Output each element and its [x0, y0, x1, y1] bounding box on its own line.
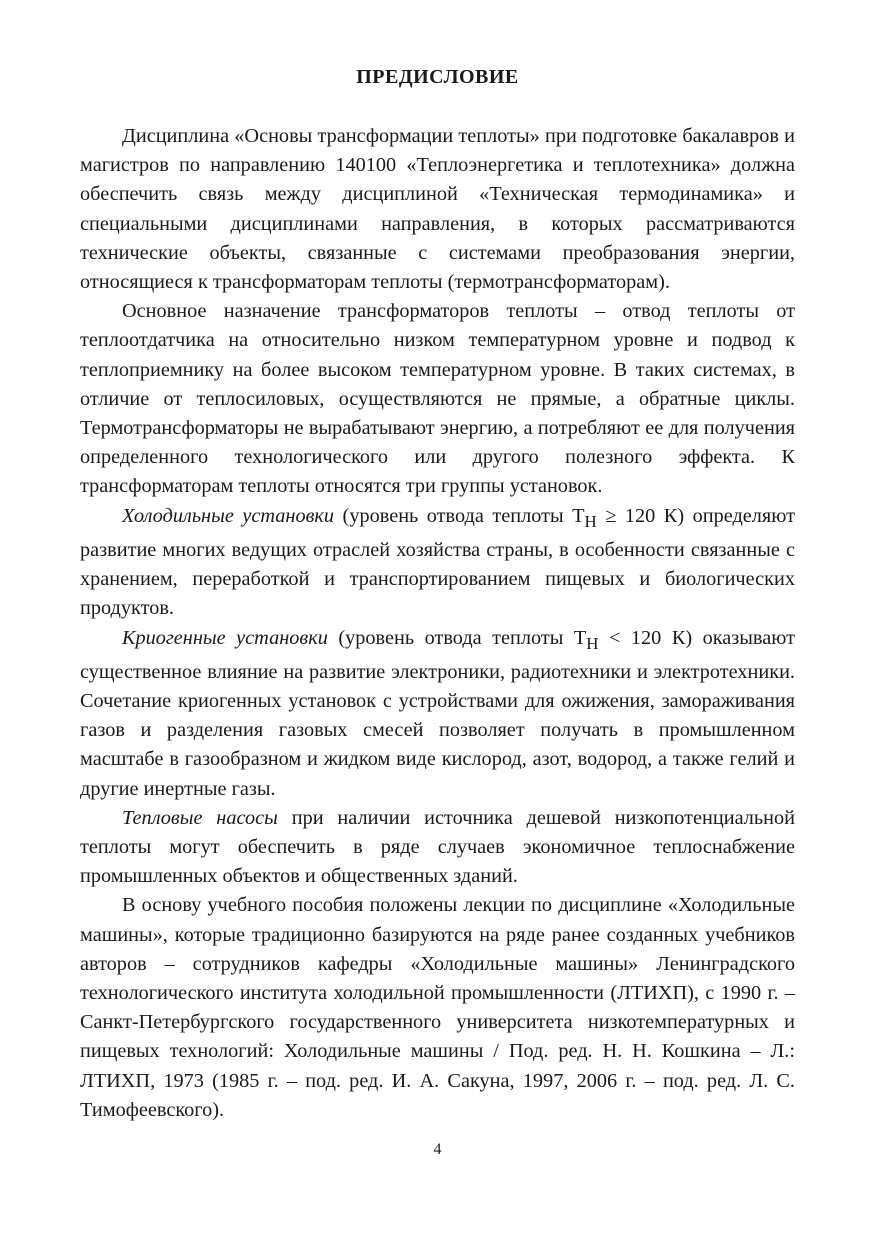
subscript-h: H [584, 511, 597, 531]
term-refrigeration-units: Холодильные установки [122, 504, 335, 527]
paragraph-textbook-basis: В основу учебного пособия положены лекции по дисциплине «Холодильные машины», которые традиционно базируются на ряде ранее созданных учебников авторов – сотрудников кафедры «Холодильные машины» Ленинградского технологического института холодильной промышленности (ЛТИХП), с 1990 г. – Санкт-Петербургского государственного университета низкотемпературных и пищевых технологий: Холодильные машины / Под. ред. Н. Н. Кошкина – Л.: ЛТИХП, 1973 (1985 г. – под. ред. И. А. Сакуна, 1997, 2006 г. – под. ред. Л. С. Тимофеевского). [80, 894, 795, 1121]
document-page [80, 62, 795, 1125]
term-heat-pumps: Тепловые насосы [122, 806, 278, 829]
paragraph-cryogenic-text-b: < 120 К) оказывают существенное влияние на развитие электроники, радиотехники и электротехники. Сочетание криогенных установок с устройствами для ожижения, замораживания газов и разделения газовых смесей позволяет получать в промышленном масштабе в газообразном и жидком виде кислород, азот, водород, а также гелий и другие инертные газы. [80, 626, 795, 800]
paragraph-heat-pumps [80, 804, 795, 892]
subscript-h: H [586, 633, 599, 653]
paragraph-main-purpose: Основное назначение трансформаторов теплоты – отвод теплоты от теплоотдатчика на относительно низком температурном уровне и подвод к теплоприемнику на более высоком температурном уровне. В таких системах, в отличие от теплосиловых, осуществляются не прямые, а обратные циклы. Термотрансформаторы не вырабатывают энергию, а потребляют ее для получения определенного технологического или другого полезного эффекта. К трансформаторам теплоты относятся три группы установок. [80, 300, 795, 498]
page-title: ПРЕДИСЛОВИЕ [356, 66, 519, 88]
page-number: 4 [433, 1141, 442, 1158]
paragraph-heat-pumps-text: при наличии источника дешевой низкопотенциальной теплоты могут обеспечить в ряде случаев экономичное теплоснабжение промышленных объектов и общественных зданий. [80, 806, 795, 888]
paragraph-refrigeration-text-b: ≥ 120 К) определяют развитие многих ведущих отраслей хозяйства страны, в особенности связанные с хранением, переработкой и транспортированием пищевых и биологических продуктов. [80, 504, 795, 620]
paragraph-refrigeration-text-a: (уровень отвода теплоты T [334, 504, 585, 527]
paragraph-cryogenic-text-a: (уровень отвода теплоты T [327, 626, 587, 649]
paragraph-refrigeration [80, 502, 795, 624]
paragraph-discipline: Дисциплина «Основы трансформации теплоты» при подготовке бакалавров и магистров по направлению 140100 «Теплоэнергетика и теплотехника» должна обеспечить связь между дисциплиной «Техническая термодинамика» и специальными дисциплинами направления, в которых рассматриваются технические объекты, связанные с системами преобразования энергии, относящиеся к трансформаторам теплоты (термотрансформаторам). [80, 125, 795, 294]
term-cryogenic-units: Криогенные установки [122, 626, 328, 649]
paragraph-cryogenic [80, 624, 795, 804]
